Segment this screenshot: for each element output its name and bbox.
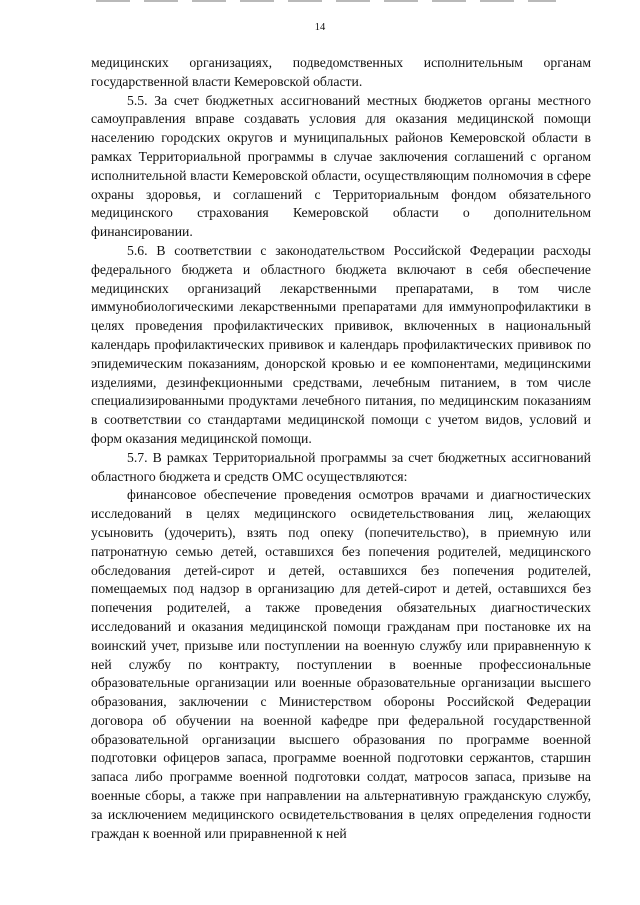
page-number: 14 bbox=[314, 22, 326, 33]
paragraph-5-7: 5.7. В рамках Территориальной программы за счет бюджетных ассигнований областного бюджета и средств ОМС осуществляются: bbox=[91, 449, 591, 484]
scan-top-edge bbox=[96, 0, 556, 2]
document-body bbox=[91, 54, 591, 843]
paragraph-5-5: 5.5. За счет бюджетных ассигнований местных бюджетов органы местного самоуправления вправе создавать условия для оказания медицинской помощи населению городских округов и муниципальных районов Кемеровской области в рамках Территориальной программы в случае заключения соглашений с органом исполнительной власти Кемеровской области, осуществляющим полномочия в сфере охраны здоровья, и соглашений с Территориальным фондом обязательного медицинского страхования Кемеровской области о дополнительном финансировании. bbox=[91, 92, 591, 240]
paragraph-5-6: 5.6. В соответствии с законодательством Российской Федерации расходы федерального бюджета и областного бюджета включают в себя обеспечение медицинских организаций лекарственными препаратами, в том числе иммунобиологическими лекарственными препаратами для иммунопрофилактики в целях проведения профилактических прививок, включенных в национальный календарь профилактических прививок и календарь профилактических прививок по эпидемическим показаниям, донорской кровью и ее компонентами, медицинскими изделиями, дезинфекционными средствами, лечебным питанием, в том числе специализированными продуктами лечебного питания, по медицинским показаниям в соответствии со стандартами медицинской помощи с учетом видов, условий и форм оказания медицинской помощи. bbox=[91, 242, 591, 446]
paragraph-continuation: медицинских организациях, подведомственных исполнительным органам государственной власти Кемеровской области. bbox=[91, 55, 591, 89]
paragraph-financing: финансовое обеспечение проведения осмотров врачами и диагностических исследований в целях медицинского освидетельствования лиц, желающих усыновить (удочерить), взять под опеку (попечительство), в приемную или патронатную семью детей, оставшихся без попечения родителей, медицинского обследования детей-сирот и детей, оставшихся без попечения родителей, помещаемых под надзор в организацию для детей-сирот и детей, оставшихся без попечения родителей, а также проведения обязательных диагностических исследований и оказания медицинской помощи гражданам при постановке их на воинский учет, призыве или поступлении на военную службу или приравненную к ней службу по контракту, поступлении в военные профессиональные образовательные организации или военные образовательные организации высшего образования, заключении с Министерством обороны Российской Федерации договора об обучении на военной кафедре при федеральной государственной образовательной организации высшего образования по программе военной подготовки офицеров запаса, программе военной подготовки сержантов, старшин запаса либо программе военной подготовки солдат, матросов запаса, призыве на военные сборы, а также при направлении на альтернативную гражданскую службу, за исключением медицинского освидетельствования в целях определения годности граждан к военной или приравненной к ней bbox=[91, 487, 591, 841]
